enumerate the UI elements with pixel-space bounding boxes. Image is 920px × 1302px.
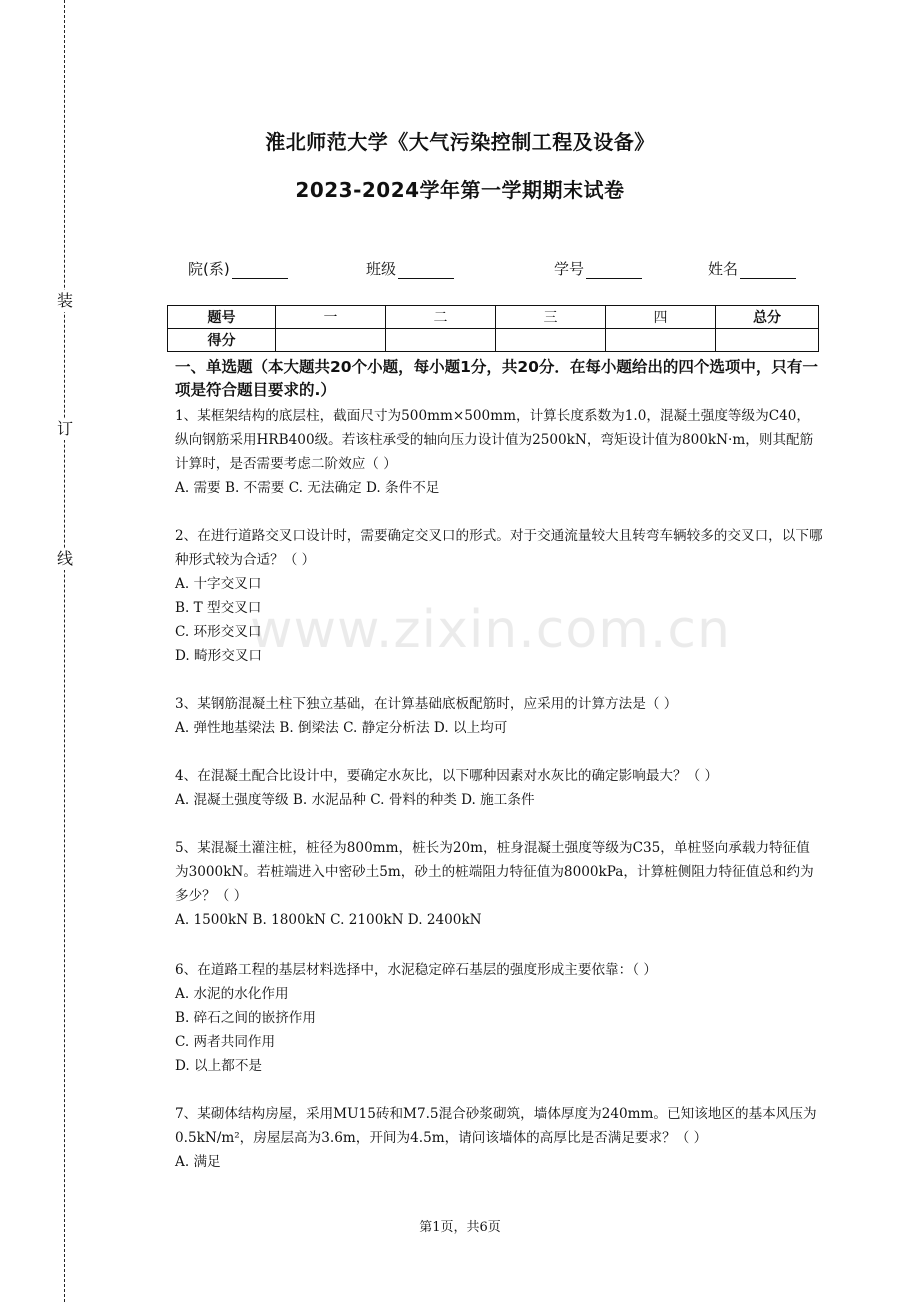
binding-char-xian: 线 <box>56 549 73 568</box>
question-stem: 5、某混凝土灌注桩，桩径为800mm，桩长为20m，桩身混凝土强度等级为C35，单桩竖向承载力特征值为3000kN。若桩端进入中密砂土5m，砂土的桩端阻力特征值为8000kPa，计算桩侧阻力特征值总和约为多少？（ ） <box>175 840 814 904</box>
question-stem: 2、在进行道路交叉口设计时，需要确定交叉口的形式。对于交通流量较大且转弯车辆较多的交叉口，以下哪种形式较为合适？（ ） <box>175 528 823 568</box>
score-cell-two: 二 <box>386 306 496 329</box>
department-blank <box>232 262 288 279</box>
score-cell-empty <box>386 329 496 352</box>
question-4 <box>175 764 823 812</box>
score-cell-four: 四 <box>606 306 716 329</box>
score-cell-total: 总分 <box>716 306 819 329</box>
info-field-department <box>188 258 288 279</box>
watermark-text: www.zixin.com.cn <box>250 600 731 660</box>
student-info-row <box>0 258 920 282</box>
section-heading: 一、单选题（本大题共20个小题，每小题1分，共20分．在每小题给出的四个选项中，只有一项是符合题目要求的.） <box>175 358 818 399</box>
exam-title-line1: 淮北师范大学《大气污染控制工程及设备》 <box>265 130 655 154</box>
exam-title-line2: 2023-2024学年第一学期期末试卷 <box>295 178 625 202</box>
score-cell-empty <box>276 329 386 352</box>
question-stem: 6、在道路工程的基层材料选择中，水泥稳定碎石基层的强度形成主要依靠：（ ） <box>175 962 657 978</box>
binding-char-ding: 订 <box>56 419 73 438</box>
question-option: A. 1500kN B. 1800kN C. 2100kN D. 2400kN <box>175 912 482 928</box>
question-option: A. 满足 <box>175 1154 221 1170</box>
info-label-name: 姓名 <box>708 260 739 278</box>
question-6 <box>175 958 823 1078</box>
score-table-header-row <box>168 306 819 329</box>
question-option: B. T 型交叉口 <box>175 600 262 616</box>
question-option: C. 两者共同作用 <box>175 1034 276 1050</box>
binding-char-zhuang: 装 <box>56 291 73 310</box>
score-cell-empty <box>496 329 606 352</box>
question-1 <box>175 404 823 500</box>
page-number-footer: 第1页，共6页 <box>419 1220 501 1235</box>
info-field-name <box>708 258 796 279</box>
question-stem: 3、某钢筋混凝土柱下独立基础，在计算基础底板配筋时，应采用的计算方法是（ ） <box>175 696 678 712</box>
question-option: A. 水泥的水化作用 <box>175 986 289 1002</box>
student-id-blank <box>586 262 642 279</box>
question-stem: 7、某砌体结构房屋，采用MU15砖和M7.5混合砂浆砌筑，墙体厚度为240mm。已知该地区的基本风压为0.5kN/m²，房屋层高为3.6m，开间为4.5m，请问该墙体的高厚比是否满足要求？（ ） <box>175 1106 817 1146</box>
score-table-score-row <box>168 329 819 352</box>
question-stem: 4、在混凝土配合比设计中，要确定水灰比，以下哪种因素对水灰比的确定影响最大？（ ） <box>175 768 719 784</box>
score-cell-empty <box>606 329 716 352</box>
score-cell-score-label: 得分 <box>168 329 276 352</box>
question-option: D. 以上都不是 <box>175 1058 263 1074</box>
question-option: A. 需要 B. 不需要 C. 无法确定 D. 条件不足 <box>175 480 440 496</box>
score-cell-empty <box>716 329 819 352</box>
question-option: A. 十字交叉口 <box>175 576 262 592</box>
info-field-class <box>366 258 454 279</box>
question-option: D. 畸形交叉口 <box>175 648 263 664</box>
question-option: C. 环形交叉口 <box>175 624 262 640</box>
question-option: A. 混凝土强度等级 B. 水泥品种 C. 骨料的种类 D. 施工条件 <box>175 792 535 808</box>
question-7 <box>175 1102 823 1174</box>
info-label-class: 班级 <box>366 260 397 278</box>
info-label-department: 院(系) <box>188 260 230 278</box>
score-cell-one: 一 <box>276 306 386 329</box>
name-blank <box>740 262 796 279</box>
score-cell-question-no: 题号 <box>168 306 276 329</box>
class-blank <box>398 262 454 279</box>
info-field-student-id <box>554 258 642 279</box>
question-3 <box>175 692 823 740</box>
question-stem: 1、某框架结构的底层柱，截面尺寸为500mm×500mm，计算长度系数为1.0，混凝土强度等级为C40，纵向钢筋采用HRB400级。若该柱承受的轴向压力设计值为2500kN，弯矩设计值为800kN·m，则其配筋计算时，是否需要考虑二阶效应（ ） <box>175 408 814 472</box>
question-5 <box>175 836 823 932</box>
score-table <box>167 305 819 352</box>
question-option: B. 碎石之间的嵌挤作用 <box>175 1010 316 1026</box>
question-option: A. 弹性地基梁法 B. 倒梁法 C. 静定分析法 D. 以上均可 <box>175 720 508 736</box>
info-label-student-id: 学号 <box>554 260 585 278</box>
score-cell-three: 三 <box>496 306 606 329</box>
